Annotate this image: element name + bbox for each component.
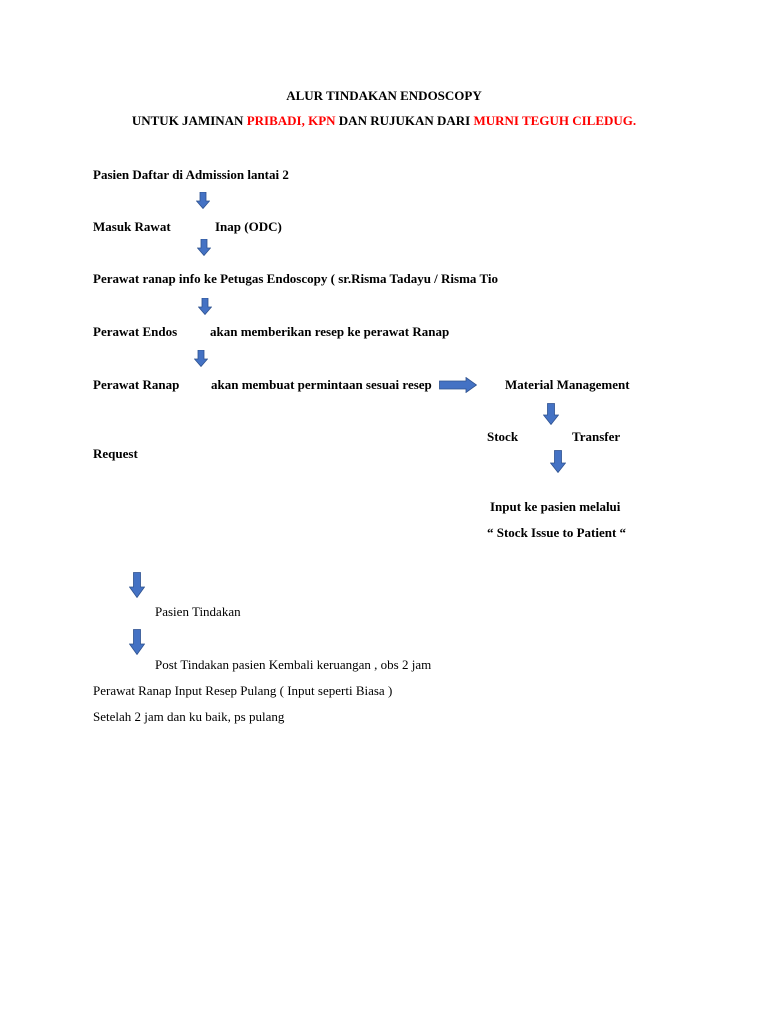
step-transfer-label: Transfer [572, 429, 621, 444]
step-patient-procedure: Pasien Tindakan [155, 604, 241, 619]
step-endos-nurse-label: Perawat Endos [93, 324, 178, 339]
arrow-down-icon [197, 239, 211, 256]
document-title: ALUR TINDAKAN ENDOSCOPY [286, 88, 482, 103]
step-ward-nurse-action: akan membuat permintaan sesuai resep [211, 377, 432, 392]
step-discharge: Setelah 2 jam dan ku baik, ps pulang [93, 709, 285, 724]
arrow-down-icon [129, 572, 145, 598]
step-inpatient-label-a: Masuk Rawat [93, 219, 171, 234]
subtitle-red-1: PRIBADI, KPN [246, 113, 336, 128]
step-material-management: Material Management [505, 377, 630, 392]
subtitle-part-1: UNTUK JAMINAN [131, 113, 247, 128]
step-post-procedure: Post Tindakan pasien Kembali keruangan , obs 2 jam [155, 657, 432, 672]
step-input-patient: Input ke pasien melalui [490, 499, 621, 514]
document-subtitle [0, 113, 768, 129]
arrow-down-icon [550, 450, 566, 473]
step-request-label: Request [93, 446, 138, 461]
step-inpatient-label-b: Inap (ODC) [215, 219, 282, 234]
step-discharge-prescription: Perawat Ranap Input Resep Pulang ( Input seperti Biasa ) [93, 683, 393, 698]
step-nurse-info-endoscopy: Perawat ranap info ke Petugas Endoscopy ( sr.Risma Tadayu / Risma Tio [93, 271, 498, 286]
arrow-right-icon [439, 377, 477, 393]
step-stock-issue: “ Stock Issue to Patient “ [487, 525, 627, 540]
arrow-down-icon [543, 403, 559, 425]
arrow-down-icon [196, 192, 210, 209]
arrow-down-icon [194, 350, 208, 367]
step-endos-nurse-action: akan memberikan resep ke perawat Ranap [210, 324, 450, 339]
arrow-down-icon [198, 298, 212, 315]
arrow-down-icon [129, 629, 145, 655]
step-stock-label: Stock [487, 429, 519, 444]
step-ward-nurse-label: Perawat Ranap [93, 377, 180, 392]
step-register-admission: Pasien Daftar di Admission lantai 2 [93, 167, 289, 182]
subtitle-red-2: MURNI TEGUH CILEDUG. [473, 113, 637, 128]
subtitle-part-2: DAN RUJUKAN DARI [335, 113, 474, 128]
